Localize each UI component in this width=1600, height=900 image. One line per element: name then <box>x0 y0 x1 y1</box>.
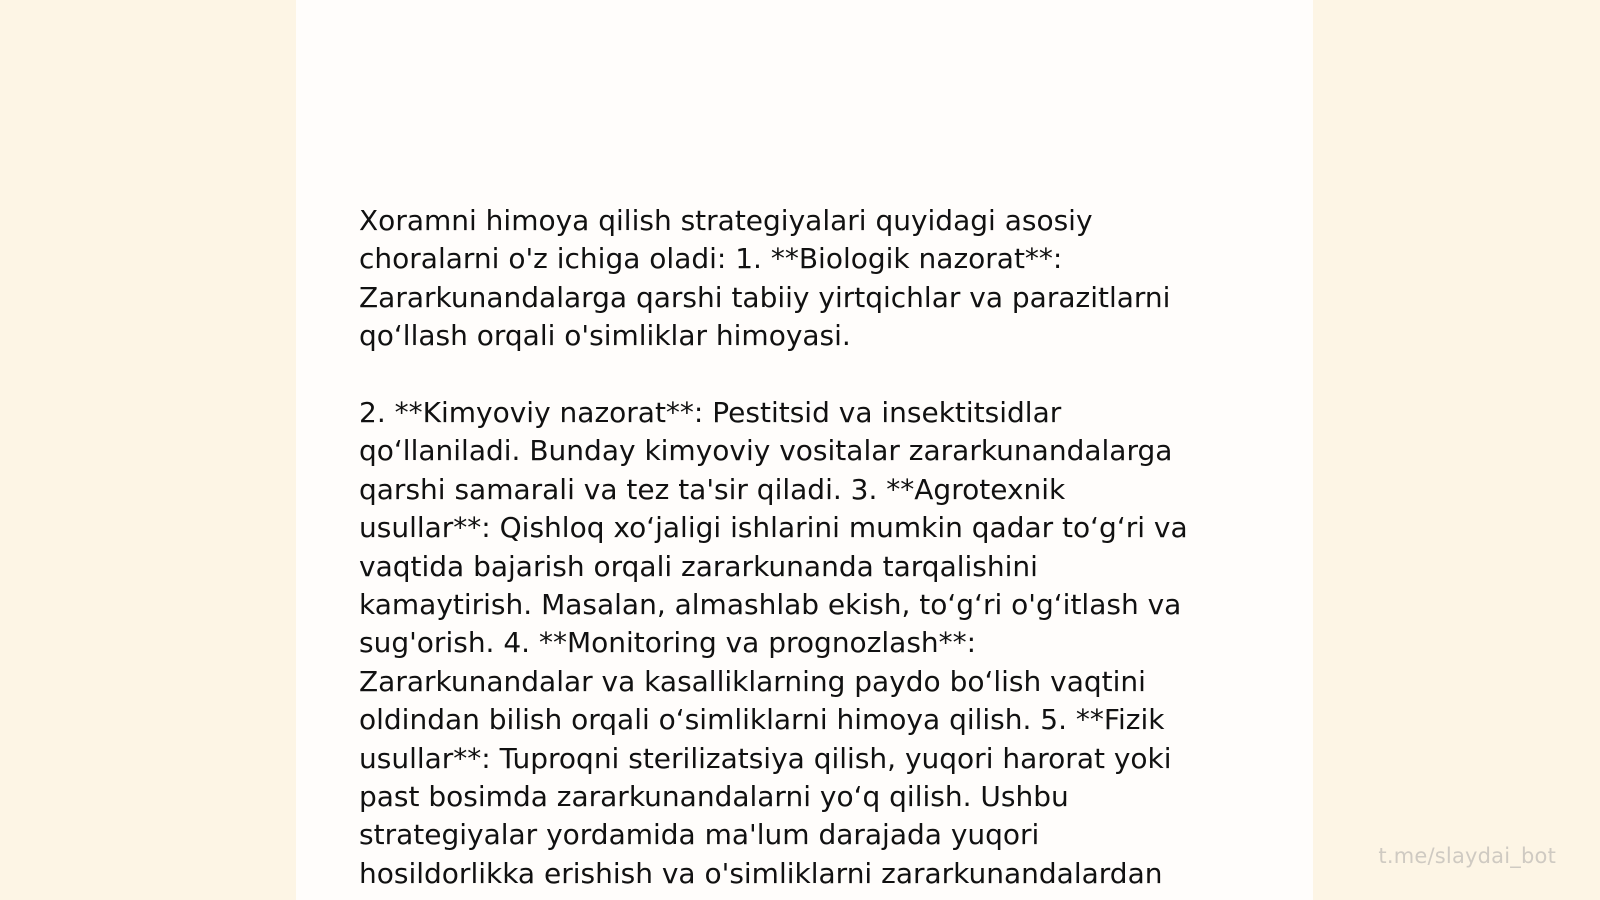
watermark-text: t.me/slaydai_bot <box>1378 844 1556 868</box>
right-margin <box>1313 0 1600 900</box>
paragraph-strategies: 2. **Kimyoviy nazorat**: Pestitsid va insektitsidlar qo‘llaniladi. Bunday kimyoviy vositalar zararkunandalarga qarshi samarali va tez ta'sir qiladi. 3. **Agrotexnik usullar**: Qishloq xo‘jaligi ishlarini mumkin qadar to‘g‘ri va vaqtida bajarish orqali zararkunanda tarqalishini kamaytirish. Masalan, almashlab ekish, to‘g‘ri o'g‘itlash va sug'orish. 4. **Monitoring va prognozlash**: Zararkunandalar va kasalliklarning paydo bo‘lish vaqtini oldindan bilish orqali o‘simliklarni himoya qilish. 5. **Fizik usullar**: Tuproqni sterilizatsiya qilish, yuqori harorat yoki past bosimda zararkunandalarni yo‘q qilish. Ushbu strategiyalar yordamida ma'lum darajada yuqori hosildorlikka erishish va o'simliklarni zararkunandalardan <box>359 396 1188 890</box>
paragraph-intro: Xoramni himoya qilish strategiyalari quyidagi asosiy choralarni o'z ichiga oladi: 1. **Biologik nazorat**: Zararkunandalarga qarshi tabiiy yirtqichlar va parazitlarni qo‘llash orqali o'simliklar himoyasi. <box>359 204 1171 353</box>
paragraph-gap <box>359 356 1259 394</box>
left-margin <box>0 0 296 900</box>
slide-body-text <box>359 202 1259 893</box>
slide <box>296 0 1313 900</box>
